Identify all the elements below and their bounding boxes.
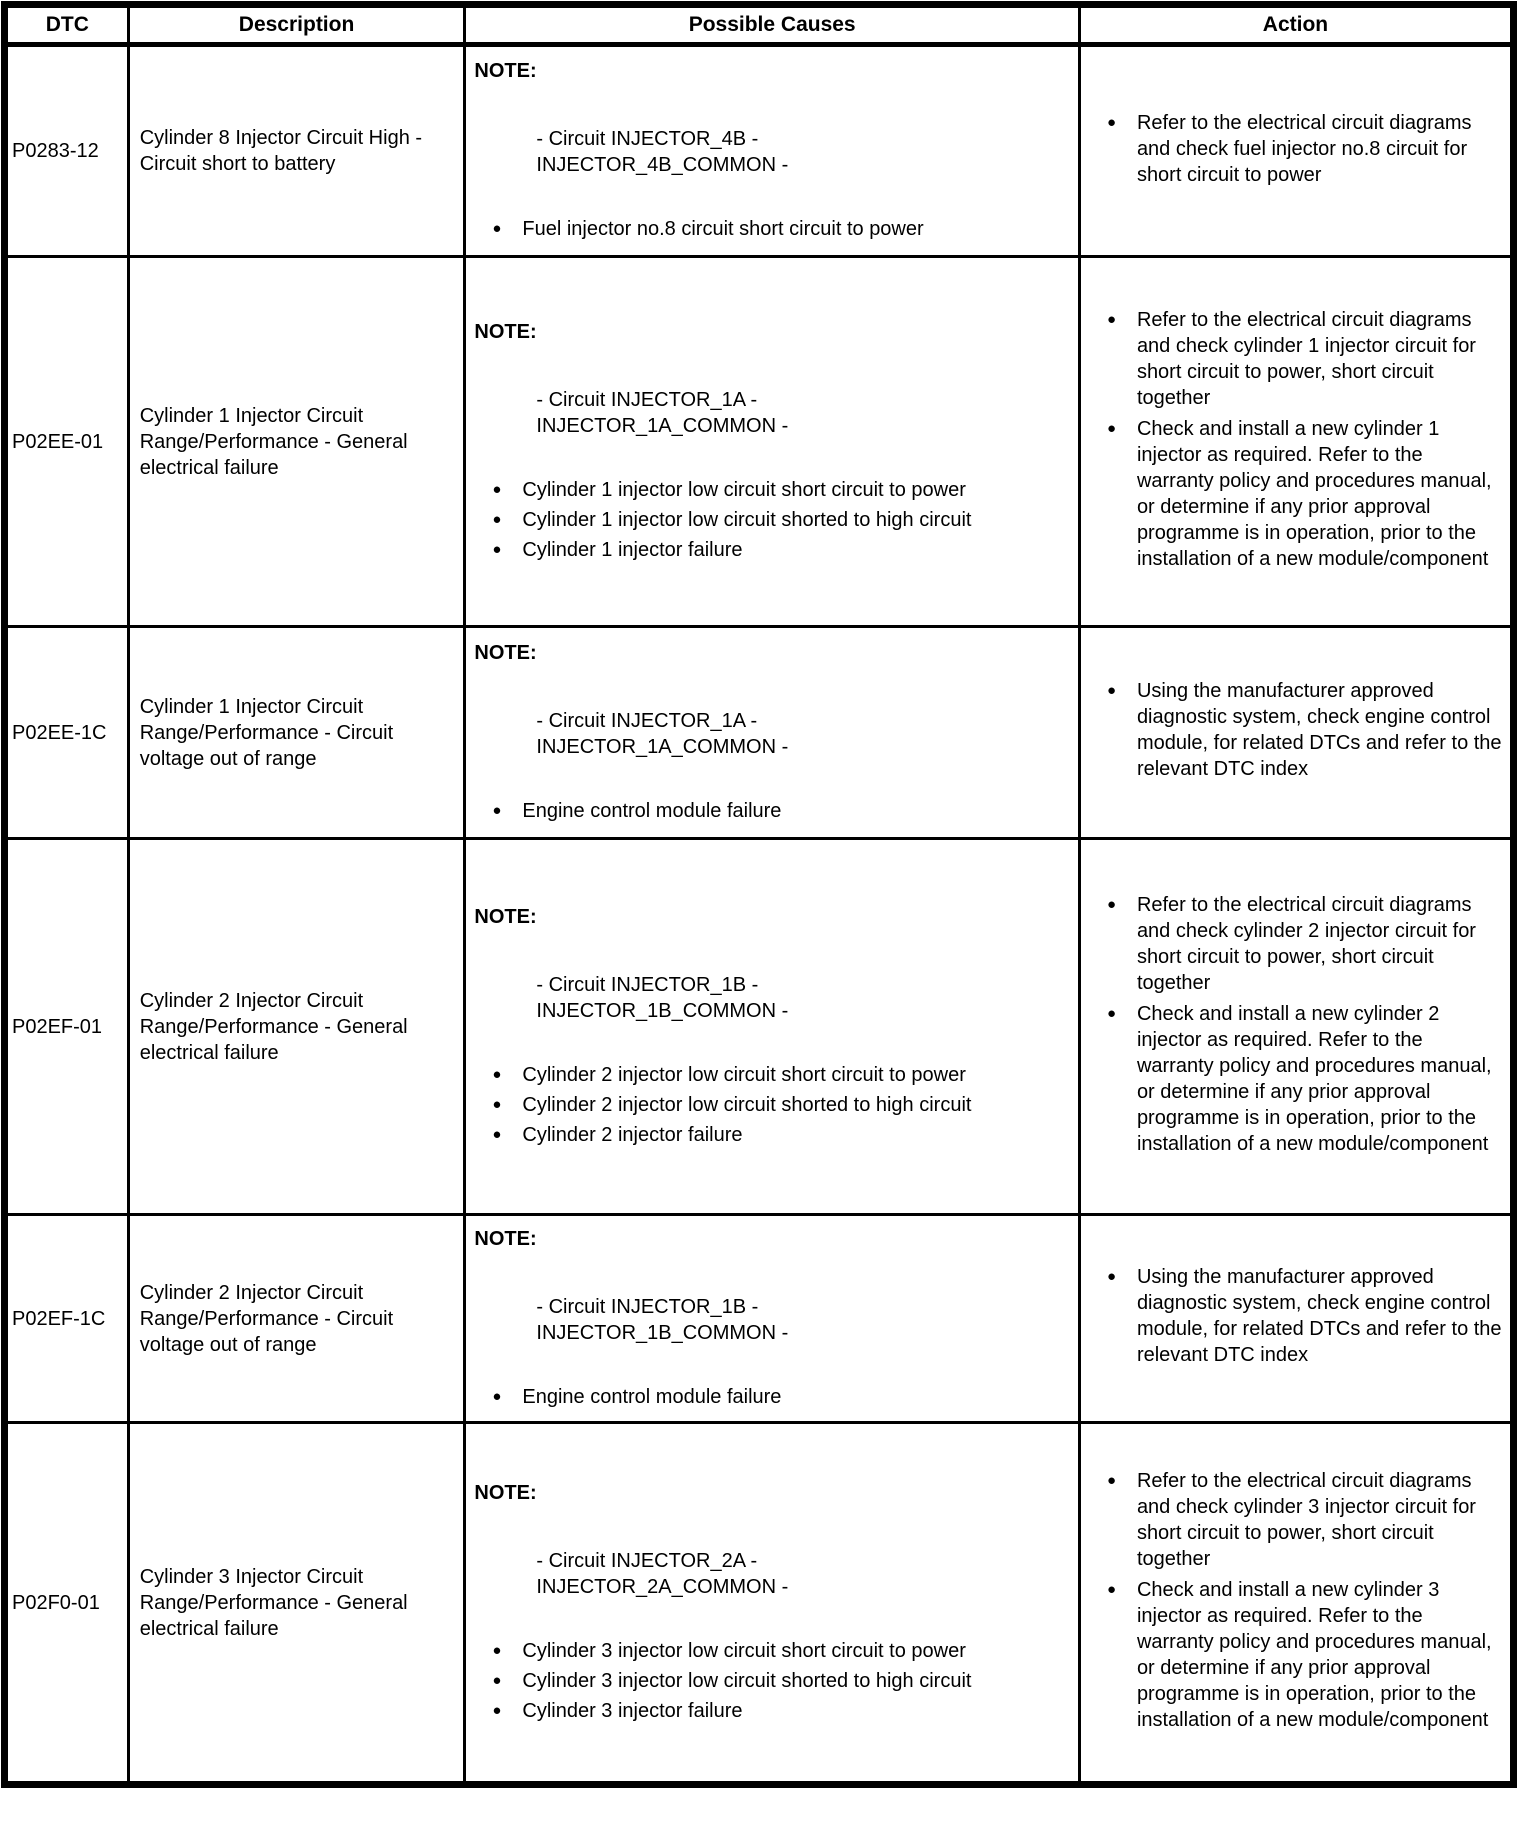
circuit-line: INJECTOR_2A_COMMON - <box>536 1575 789 1598</box>
bullet-icon: ● <box>492 1065 502 1083</box>
bullet-icon: ● <box>1106 113 1116 131</box>
description-cell: Cylinder 3 Injector Circuit Range/Performance - General electrical failure <box>128 1423 465 1785</box>
cause-item <box>492 1092 1050 1118</box>
causes-block <box>474 640 1050 824</box>
action-item-text: Using the manufacturer approved diagnostic system, check engine control module, for related DTCs and refer to the relevant DTC index <box>1136 1266 1502 1366</box>
action-list <box>1097 1264 1504 1368</box>
action-cell <box>1079 839 1513 1215</box>
dtc-code-cell: P02EF-01 <box>5 839 129 1215</box>
causes-block <box>474 58 1050 242</box>
cause-item-text: Cylinder 2 injector failure <box>522 1123 743 1146</box>
action-cell <box>1079 1423 1513 1785</box>
bullet-icon: ● <box>492 801 502 819</box>
action-cell <box>1079 1215 1513 1423</box>
action-item <box>1107 1264 1504 1368</box>
cause-item <box>492 1638 1050 1664</box>
bullet-icon: ● <box>1106 419 1116 437</box>
action-item <box>1107 110 1504 188</box>
bullet-icon: ● <box>492 1125 502 1143</box>
note-label: NOTE: <box>474 641 537 664</box>
circuit-note <box>536 1548 1050 1600</box>
col-header-possible-causes: Possible Causes <box>465 5 1080 45</box>
col-header-description: Description <box>128 5 465 45</box>
cause-item-text: Cylinder 1 injector failure <box>522 538 743 561</box>
circuit-line: - Circuit INJECTOR_1A - <box>536 709 758 732</box>
bullet-icon: ● <box>1106 1004 1116 1022</box>
circuit-note <box>536 708 1050 760</box>
circuit-line: INJECTOR_1A_COMMON - <box>536 414 789 437</box>
circuit-line: - Circuit INJECTOR_1B - <box>536 1295 759 1318</box>
dtc-code-cell: P0283-12 <box>5 45 129 257</box>
circuit-note <box>536 126 1050 178</box>
causes-list <box>474 477 1050 563</box>
causes-list <box>474 1638 1050 1724</box>
cause-item-text: Cylinder 1 injector low circuit short circuit to power <box>522 478 966 501</box>
table-row <box>5 1215 1514 1423</box>
circuit-line: INJECTOR_1B_COMMON - <box>536 1321 789 1344</box>
bullet-icon: ● <box>492 1641 502 1659</box>
cause-item <box>492 477 1050 503</box>
action-cell <box>1079 45 1513 257</box>
bullet-icon: ● <box>1106 895 1116 913</box>
circuit-line: - Circuit INJECTOR_1B - <box>536 973 759 996</box>
note-label: NOTE: <box>474 905 537 928</box>
bullet-icon: ● <box>492 510 502 528</box>
action-item <box>1107 678 1504 782</box>
cause-item-text: Engine control module failure <box>522 1385 782 1408</box>
action-list <box>1097 110 1504 188</box>
bullet-icon: ● <box>492 1387 502 1405</box>
table-body <box>5 45 1514 1785</box>
action-item-text: Refer to the electrical circuit diagrams and check fuel injector no.8 circuit for short circuit to power <box>1136 111 1472 186</box>
causes-list <box>474 798 1050 824</box>
action-item <box>1107 892 1504 996</box>
description-cell: Cylinder 1 Injector Circuit Range/Performance - General electrical failure <box>128 257 465 627</box>
bullet-icon: ● <box>492 1095 502 1113</box>
note-label: NOTE: <box>474 1481 537 1504</box>
causes-list <box>474 1062 1050 1148</box>
dtc-code-cell: P02F0-01 <box>5 1423 129 1785</box>
bullet-icon: ● <box>492 220 502 237</box>
table-row <box>5 257 1514 627</box>
cause-item-text: Cylinder 3 injector low circuit short circuit to power <box>522 1639 966 1662</box>
description-cell: Cylinder 8 Injector Circuit High - Circuit short to battery <box>128 45 465 257</box>
cause-item <box>492 537 1050 563</box>
causes-block <box>474 904 1050 1148</box>
possible-causes-cell <box>465 45 1080 257</box>
circuit-line: - Circuit INJECTOR_2A - <box>536 1549 758 1572</box>
action-item <box>1107 307 1504 411</box>
description-cell: Cylinder 2 Injector Circuit Range/Performance - General electrical failure <box>128 839 465 1215</box>
possible-causes-cell <box>465 627 1080 839</box>
cause-item <box>492 216 1050 242</box>
circuit-line: INJECTOR_1B_COMMON - <box>536 999 789 1022</box>
action-cell <box>1079 257 1513 627</box>
note-label: NOTE: <box>474 1227 537 1250</box>
table-row <box>5 839 1514 1215</box>
description-cell: Cylinder 2 Injector Circuit Range/Performance - Circuit voltage out of range <box>128 1215 465 1423</box>
bullet-icon: ● <box>1106 1471 1116 1489</box>
note-label: NOTE: <box>474 320 537 343</box>
cause-item-text: Engine control module failure <box>522 799 782 822</box>
cause-item <box>492 798 1050 824</box>
col-header-dtc: DTC <box>5 5 129 45</box>
action-item-text: Refer to the electrical circuit diagrams and check cylinder 2 injector circuit for short circuit to power, short circuit together <box>1136 893 1476 994</box>
bullet-icon: ● <box>492 480 502 498</box>
table-row <box>5 45 1514 257</box>
description-cell: Cylinder 1 Injector Circuit Range/Performance - Circuit voltage out of range <box>128 627 465 839</box>
dtc-code-cell: P02EF-1C <box>5 1215 129 1423</box>
circuit-line: - Circuit INJECTOR_4B - <box>536 128 759 150</box>
note-label: NOTE: <box>474 60 537 82</box>
action-item <box>1107 1001 1504 1157</box>
dtc-index-table <box>1 1 1517 1788</box>
col-header-action: Action <box>1079 5 1513 45</box>
cause-item <box>492 1384 1050 1410</box>
action-item <box>1107 1577 1504 1733</box>
bullet-icon: ● <box>1106 1580 1116 1598</box>
bullet-icon: ● <box>1106 310 1116 328</box>
bullet-icon: ● <box>492 540 502 558</box>
circuit-note <box>536 1294 1050 1346</box>
action-item-text: Using the manufacturer approved diagnostic system, check engine control module, for related DTCs and refer to the relevant DTC index <box>1136 680 1502 780</box>
table-row <box>5 1423 1514 1785</box>
action-item <box>1107 1468 1504 1572</box>
bullet-icon: ● <box>1106 1268 1116 1285</box>
possible-causes-cell <box>465 839 1080 1215</box>
table-header <box>5 5 1514 45</box>
causes-block <box>474 1226 1050 1410</box>
table-row <box>5 627 1514 839</box>
causes-list <box>474 216 1050 242</box>
possible-causes-cell <box>465 1215 1080 1423</box>
header-row <box>5 5 1514 45</box>
action-item-text: Check and install a new cylinder 2 injector as required. Refer to the warranty policy and procedures manual, or determine if any prior approval programme is in operation, prior to the installation of a new module/component <box>1136 1002 1492 1155</box>
circuit-line: INJECTOR_1A_COMMON - <box>536 735 789 758</box>
possible-causes-cell <box>465 257 1080 627</box>
action-list <box>1097 892 1504 1157</box>
cause-item-text: Cylinder 2 injector low circuit shorted to high circuit <box>522 1093 972 1116</box>
cause-item <box>492 1062 1050 1088</box>
manual-page <box>0 1 1520 1821</box>
causes-block <box>474 319 1050 563</box>
circuit-line: INJECTOR_4B_COMMON - <box>536 154 789 176</box>
cause-item-text: Cylinder 2 injector low circuit short circuit to power <box>522 1063 966 1086</box>
cause-item <box>492 1668 1050 1694</box>
action-cell <box>1079 627 1513 839</box>
action-list <box>1097 1468 1504 1733</box>
action-item-text: Refer to the electrical circuit diagrams and check cylinder 1 injector circuit for short circuit to power, short circuit together <box>1136 308 1476 409</box>
cause-item <box>492 1122 1050 1148</box>
dtc-code-cell: P02EE-1C <box>5 627 129 839</box>
action-list <box>1097 307 1504 572</box>
cause-item <box>492 507 1050 533</box>
action-list <box>1097 678 1504 782</box>
causes-block <box>474 1480 1050 1724</box>
circuit-note <box>536 972 1050 1024</box>
cause-item-text: Cylinder 3 injector failure <box>522 1699 743 1722</box>
possible-causes-cell <box>465 1423 1080 1785</box>
dtc-code-cell: P02EE-01 <box>5 257 129 627</box>
circuit-note <box>536 387 1050 439</box>
cause-item <box>492 1698 1050 1724</box>
action-item-text: Check and install a new cylinder 3 injector as required. Refer to the warranty policy and procedures manual, or determine if any prior approval programme is in operation, prior to the installation of a new module/component <box>1136 1578 1492 1731</box>
action-item-text: Check and install a new cylinder 1 injector as required. Refer to the warranty policy and procedures manual, or determine if any prior approval programme is in operation, prior to the installation of a new module/component <box>1136 417 1492 570</box>
causes-list <box>474 1384 1050 1410</box>
bullet-icon: ● <box>492 1671 502 1689</box>
bullet-icon: ● <box>492 1701 502 1719</box>
bullet-icon: ● <box>1106 682 1116 699</box>
action-item-text: Refer to the electrical circuit diagrams and check cylinder 3 injector circuit for short circuit to power, short circuit together <box>1136 1469 1476 1570</box>
action-item <box>1107 416 1504 572</box>
circuit-line: - Circuit INJECTOR_1A - <box>536 388 758 411</box>
cause-item-text: Fuel injector no.8 circuit short circuit to power <box>522 218 924 240</box>
cause-item-text: Cylinder 1 injector low circuit shorted to high circuit <box>522 508 972 531</box>
cause-item-text: Cylinder 3 injector low circuit shorted to high circuit <box>522 1669 972 1692</box>
